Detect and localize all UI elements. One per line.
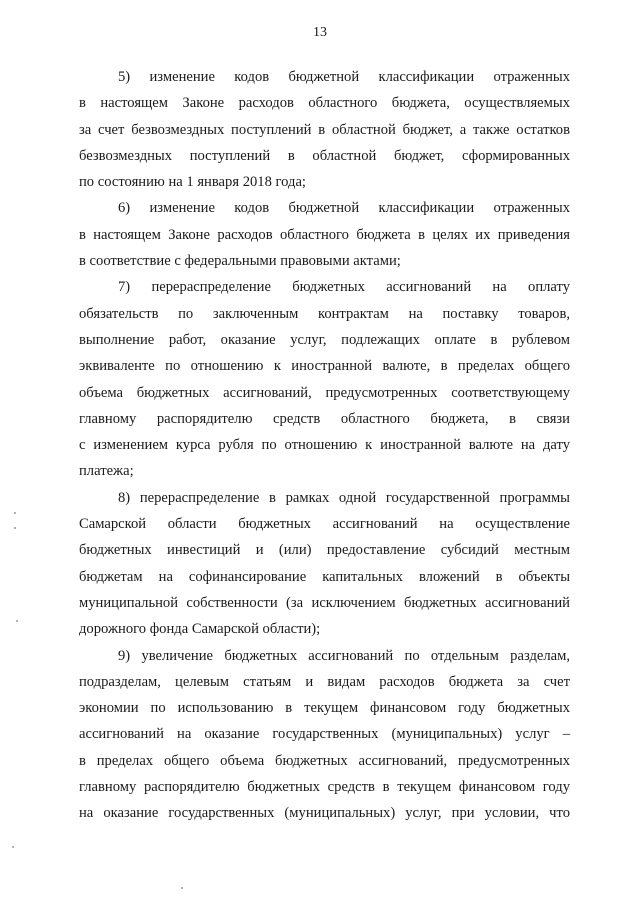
text-line: на оказание государственных (муниципальных) услуг, при условии, что [79, 805, 570, 822]
scan-speck [14, 512, 16, 514]
text-line: Самарской области бюджетных ассигнований на осуществление [79, 516, 570, 533]
text-line: в настоящем Законе расходов областного бюджета в целях их приведения [79, 226, 570, 243]
scan-speck [12, 846, 14, 848]
paragraph-item-5 [79, 64, 570, 195]
text-line: муниципальной собственности (за исключением бюджетных ассигнований [79, 594, 570, 611]
text-line: безвозмездных поступлений в областной бюджет, сформированных [79, 147, 570, 164]
text-line: дорожного фонда Самарской области); [79, 621, 321, 638]
text-line: ассигнований на оказание государственных (муниципальных) услуг – [79, 726, 570, 743]
text-line: в соответствие с федеральными правовыми актами; [79, 253, 401, 270]
paragraph-item-8 [79, 485, 570, 643]
text-line: 6) изменение кодов бюджетной классификации отраженных [118, 200, 570, 217]
document-body [79, 64, 570, 827]
text-line: экономии по использованию в текущем финансовом году бюджетных [79, 700, 570, 717]
paragraph-item-6 [79, 195, 570, 274]
text-line: главному распорядителю средств областного бюджета, в связи [79, 410, 570, 427]
text-line: 5) изменение кодов бюджетной классификации отраженных [118, 69, 570, 85]
text-line: главному распорядителю бюджетных средств в текущем финансовом году [79, 779, 570, 796]
paragraph-item-7 [79, 274, 570, 484]
text-line: обязательств по заключенным контрактам на поставку товаров, [79, 305, 570, 322]
scan-speck [16, 620, 18, 622]
text-line: подразделам, целевым статьям и видам расходов бюджета за счет [79, 673, 570, 690]
page-number: 13 [313, 25, 327, 40]
text-line: в пределах общего объема бюджетных ассигнований, предусмотренных [79, 752, 570, 769]
text-line: 8) перераспределение в рамках одной государственной программы [118, 489, 570, 506]
text-line: в настоящем Законе расходов областного бюджета, осуществляемых [79, 95, 570, 112]
scan-speck [181, 887, 183, 889]
text-line: по состоянию на 1 января 2018 года; [79, 174, 306, 191]
text-line: объема бюджетных ассигнований, предусмотренных соответствующему [79, 384, 570, 401]
text-line: с изменением курса рубля по отношению к иностранной валюте на дату [79, 437, 570, 454]
text-line: 7) перераспределение бюджетных ассигнований на оплату [118, 279, 570, 296]
text-line: выполнение работ, оказание услуг, подлежащих оплате в рублевом [79, 331, 570, 348]
text-line: за счет безвозмездных поступлений в областной бюджет, а также остатков [79, 121, 570, 138]
text-line: 9) увеличение бюджетных ассигнований по отдельным разделам, [118, 647, 570, 664]
text-line: бюджетам на софинансирование капитальных вложений в объекты [79, 568, 570, 585]
scan-speck [14, 527, 16, 529]
paragraph-item-9 [79, 643, 570, 827]
text-line: платежа; [79, 463, 134, 480]
text-line: эквиваленте по отношению к иностранной валюте, в пределах общего [79, 358, 570, 375]
text-line: бюджетных инвестиций и (или) предоставление субсидий местным [79, 542, 570, 559]
